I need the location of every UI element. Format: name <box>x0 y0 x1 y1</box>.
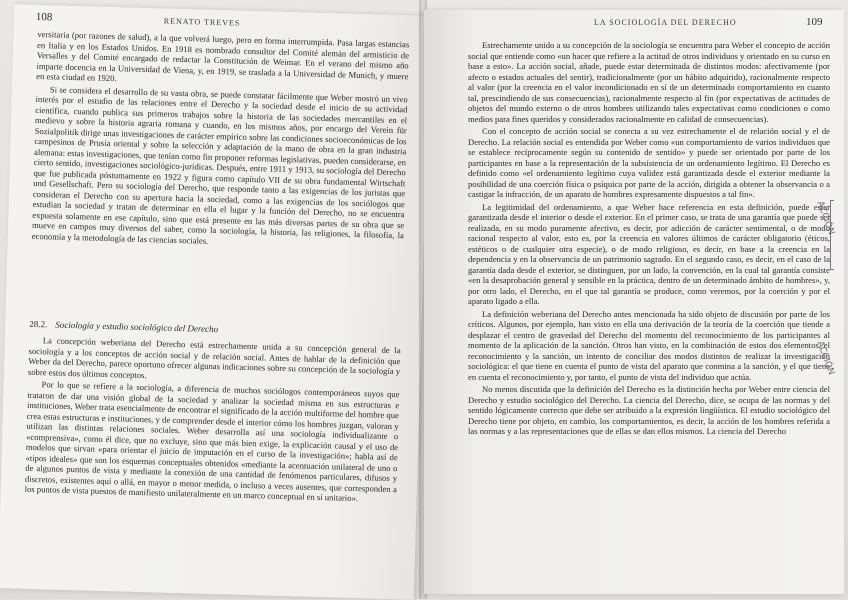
left-page-number: 108 <box>35 10 53 24</box>
left-body-bottom <box>25 335 401 507</box>
left-paragraph-2: Si se considera el desarrollo de su vasta obra, se puede constatar fácilmente que Weber mostró un vivo interés por el estudio de las relaciones entre el Derecho y la sociedad desde el inicio de su actividad científica, cuando publica sus primeros trabajos sobre la historia de las sociedades mercantiles en el medievo y sobre la historia agraria romana y cuando, en los mismos años, por encargo del Verein für Sozialpolitik dirige unas investigaciones de carácter empírico sobre las condiciones socioeconómicas de los campesinos de Prusia oriental y sobre la selección y adaptación de la mano de obra en la gran industria alemana: estas investigaciones, que tenían como fin proponer reformas legislativas, pueden considerarse, en cierto sentido, investigaciones sociológico-jurídicas. Después, entre 1911 y 1913, su sociología del Derecho que fue publicada póstumamente en 1922 y figura como capítulo VII de su obra fundamental Wirtschaft und Gesellschaft. Pero su sociología del Derecho, que responde tanto a las exigencias de los juristas que consideran el Derecho con su apertura hacia la sociedad, como a las exigencias de los sociólogos que estudian la sociedad y tratan de determinar en ella el lugar y la función del Derecho, no se encuentra expuesta solamente en ese capítulo, sino que está presente en las más diversas partes de su obra que se mueve en campos muy diversos del saber, como la sociología, la historia, las religiones, la filosofía, la economía y la metodología de las ciencias sociales. <box>31 83 408 246</box>
left-paragraph-4: Por lo que se refiere a la sociología, a diferencia de muchos sociólogos contemporáneos suyos que trataron de dar una visión global de la sociedad y analizar la sociedad misma en sus estructuras e instituciones, Weber trata esencialmente de encontrar el significado de la acción multiforme del hombre que crea estas estructuras e instituciones, y de comprender desde el interior cómo los hombres juzgan, valoran y utilizan las distintas relaciones sociales. Weber desarrolla así una sociología individualizante o «comprensiva», como él dice, que no excluye, sino que más bien exige, la explicación causal y el uso de modelos que sirvan «para orientar el juicio de imputación en el curso de la investigación»; habla así de «tipos ideales» que son los esquemas conceptuales obtenidos «mediante la acentuación unilateral de uno o de algunos puntos de vista y mediante la conexión de una cantidad de fenómenos particulares, difusos y discretos, existentes aquí o allá, en mayor o menor medida, o incluso a veces ausentes, que corresponden a los puntos de vista puestos de manifiesto unilateralmente en un marco conceptual en sí unitario». <box>24 379 400 504</box>
margin-note-1: ACCIÓN <box>814 200 836 237</box>
right-paragraph-2: Con el concepto de acción social se conecta a su vez estrechamente el de relación social y el de Derecho. La relación social es entendida por Weber como «un comportamiento de varios individuos que se establece recíprocamente según su contenido de sentido» y puede ser orientado por parte de los participantes en base a la representación de la subsistencia de un ordenamiento legítimo. El Derecho es definido como «el ordenamiento legítimo cuya validez está garantizada desde el exterior mediante la posibilidad de una coerción física o psíquica por parte de la acción, dirigida a obtener la observancia o a castigar la infracción, de un aparato de hombres expresamente dispuestos a tal fin». <box>468 126 830 199</box>
left-paragraph-1: versitaria (por razones de salud), a la que volverá luego, pero en forma interrumpida. Pasa largas estancias en Italia y en los Estados Unidos. En 1918 es nombrado consultor del Comité alemán del armisticio de Versalles y del Comité encargado de redactar la Constitución de Weimar. En el verano del mismo año imparte docencia en la Universidad de Viena, y, en 1919, se traslada a la Universidad de Munich, y muere en esta ciudad en 1920. <box>36 28 410 84</box>
right-paragraph-1: Estrechamente unido a su concepción de la sociología se encuentra para Weber el concepto de acción social que entiende como «un hacer que refiere a la actitud de otros individuos y orientado en su curso en base a esto». La acción social, añade, puede estar determinada de distintos modos: afectivamente (por afecto o estados actuales del sentir), tradicionalmente (por un hábito adquirido), racionalmente respecto al valor (por la creencia en el valor incondicionado en sí de un determinado comportamiento en cuanto tal, prescindiendo de sus consecuencias), racionalmente respecto al fin (por expectativas de actitudes de objetos del mundo externo o de otros hombres utilizando tales expectativas como condiciones o como medios para fines queridos y considerados racionalmente en calidad de consecuencias). <box>468 40 831 124</box>
section-number: 28.2. <box>29 318 48 330</box>
right-page <box>424 10 844 594</box>
right-paragraph-3: La legitimidad del ordenamiento, a que Weber hace referencia en esta definición, puede estar garantizada desde el interior o desde el exterior. En el primer caso, se trata de una garantía que puede ser realizada, en su modo puramente afectivo, es decir, por adicción de carácter sentimental, o de modo racional respecto al valor, esto es, por la creencia en valores últimos de carácter obligatorio (éticos, estéticos o de cualquier otra especie), o de modo religioso, es decir, en base a la creencia en la dependencia y en la observancia de un patrimonio sagrado. En el segundo caso, es decir, en el caso de la garantía dada desde el exterior, se distinguen, por un lado, la convención, en la cual tal garantía consiste «en la desaprobación general y sensible en la práctica, dentro de un determinado ámbito de hombres», y, por otro lado, el Derecho, en el que tal garantía se produce, como veremos, por la coerción y por el aparato ligado a ella. <box>468 201 830 306</box>
right-paragraph-4: La definición weberiana del Derecho antes mencionada ha sido objeto de discusión por parte de los críticos. Algunos, por ejemplo, han visto en ella una derivación de la teoría de la coerción que tiende a desplazar el centro de gravedad del Derecho del momento del reconocimiento de los participantes al momento de la aplicación de la sanción. Otros han visto, en la combinación de estos dos elementos, el reconocimiento y la sanción, un intento de conciliar dos modos distintos de realizar la investigación sociológica: el que tiene en cuenta el punto de vista del aparato que conmina a la sanción, y el que tiene en cuenta el reconocimiento y, por tanto, el punto de vista del individuo que actúa. <box>468 308 830 382</box>
left-running-head: RENATO TREVES <box>163 16 241 28</box>
section-title: Sociología y estudio sociológico del Derecho <box>55 319 219 335</box>
right-body <box>468 40 830 439</box>
right-paragraph-5: No menos discutida que la definición del Derecho es la distinción hecha por Weber entre ciencia del Derecho y estudio sociológico del Derecho. La ciencia del Derecho, dice, se ocupa de las normas y del sentido lógicamente correcto que debe ser atribuido a la expresión lingüística. El estudio sociológico del Derecho tiene por objeto, en cambio, los comportamientos, es decir, la acción de los hombres referida a las normas y a las representaciones que de ellas se dan ellos mismos. La ciencia del Derecho <box>468 384 830 436</box>
left-body-top <box>32 29 410 253</box>
left-paragraph-3: La concepción weberiana del Derecho está estrechamente unida a su concepción general de la sociología y a los conceptos de acción social y de relación social. Antes de hablar de la definición que Weber da del Derecho, parece oportuno ofrecer algunas indicaciones sobre su concepción de la sociología y sobre estos dos últimos conceptos. <box>27 335 401 380</box>
margin-note-2: ACCIÓN <box>814 340 836 377</box>
right-page-number: 109 <box>806 16 823 28</box>
margin-bracket <box>830 200 834 270</box>
left-page <box>0 4 430 599</box>
right-running-head: LA SOCIOLOGÍA DEL DERECHO <box>594 18 737 27</box>
